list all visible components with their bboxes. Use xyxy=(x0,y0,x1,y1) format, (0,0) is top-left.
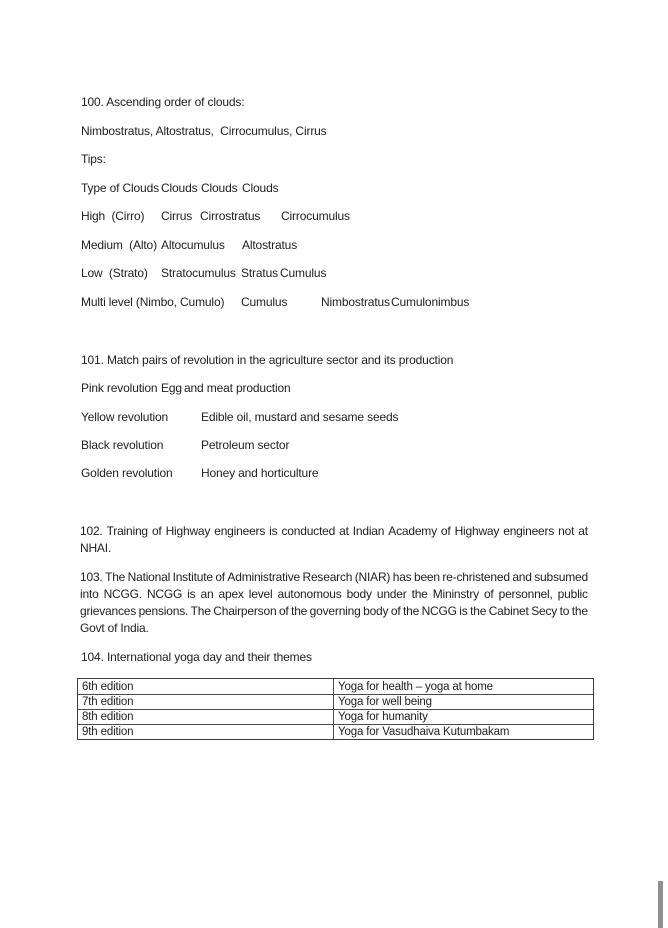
word: NCGG xyxy=(146,587,183,601)
text-segment: Cirrostratus xyxy=(200,209,261,223)
word: Cabinet xyxy=(488,604,529,618)
word: of xyxy=(151,524,162,538)
text-segment: Type of Clouds xyxy=(81,181,159,195)
word: Training xyxy=(106,524,148,538)
yoga-themes-table xyxy=(77,678,594,740)
text-segment: Cirrus xyxy=(161,209,193,223)
word: the xyxy=(470,604,487,618)
text-segment: Multi level (Nimbo, Cumulo) xyxy=(81,295,225,309)
table-cell: Yoga for health – yoga at home xyxy=(333,679,593,694)
text-segment: Clouds xyxy=(161,181,198,195)
word: of xyxy=(215,570,225,584)
word: the xyxy=(402,604,420,618)
text-segment: Nimbostratus xyxy=(321,295,390,309)
word: Highway xyxy=(454,524,500,538)
text-segment: 101. Match pairs of revolution in the agriculture sector and its production xyxy=(81,353,454,367)
paragraph-line xyxy=(80,586,588,603)
paragraph-line: NHAI. xyxy=(80,541,112,555)
text-segment: Petroleum sector xyxy=(201,438,290,452)
paragraph-line xyxy=(80,569,588,586)
word: has xyxy=(392,570,412,584)
table-cell: Yoga for Vasudhaiva Kutumbakam xyxy=(333,724,593,739)
text-segment: Stratocumulus xyxy=(161,266,236,280)
text-segment: Medium (Alto) xyxy=(81,238,157,252)
word: NCGG. xyxy=(103,587,142,601)
table-cell: 6th edition xyxy=(82,680,134,693)
text-segment: Nimbostratus, Altostratus, Cirrocumulus, Cirrus xyxy=(81,124,327,138)
table-cell: Yoga for well being xyxy=(333,694,593,709)
text-segment: Cumulonimbus xyxy=(391,295,470,309)
text-segment: High (Cirro) xyxy=(81,209,145,223)
text-segment: Black revolution xyxy=(81,438,164,452)
word: National xyxy=(127,570,171,584)
text-segment: Tips: xyxy=(81,152,106,166)
word: public xyxy=(557,587,588,601)
text-segment: Pink revolution xyxy=(81,381,158,395)
word: pensions. xyxy=(138,604,189,618)
word: is xyxy=(187,587,196,601)
word: grievances xyxy=(80,604,137,618)
text-segment: Egg xyxy=(161,381,182,395)
text-segment: 100. Ascending order of clouds: xyxy=(81,95,245,109)
word: is xyxy=(459,604,468,618)
text-segment: Edible oil, mustard and sesame seeds xyxy=(201,410,399,424)
word: engineers xyxy=(214,524,266,538)
text-segment: Honey and horticulture xyxy=(201,466,319,480)
text-segment: Cumulus xyxy=(241,295,288,309)
text-segment: Yellow revolution xyxy=(81,410,169,424)
word: of xyxy=(278,604,289,618)
word: Administrative xyxy=(227,570,300,584)
word: Chairperson xyxy=(213,604,277,618)
word: apex xyxy=(218,587,244,601)
word: of xyxy=(390,604,401,618)
word: body xyxy=(363,604,389,618)
text-segment: Altostratus xyxy=(242,238,298,252)
word: autonomous xyxy=(277,587,342,601)
word: level xyxy=(248,587,273,601)
word: 103. xyxy=(80,570,103,584)
text-segment: Cumulus xyxy=(280,266,327,280)
word: of xyxy=(440,524,451,538)
word: NCGG xyxy=(421,604,457,618)
word: The xyxy=(190,604,211,618)
vertical-scrollbar-thumb[interactable] xyxy=(658,881,663,928)
word: under xyxy=(376,587,407,601)
table-cell: Yoga for humanity xyxy=(333,709,593,724)
word: body xyxy=(346,587,372,601)
word: Highway xyxy=(165,524,211,538)
text-segment: Stratus xyxy=(241,266,278,280)
word: the xyxy=(291,604,308,618)
word: Secy xyxy=(531,604,558,618)
word: (NIAR) xyxy=(354,570,391,584)
text-segment: Low (Strato) xyxy=(81,266,148,280)
paragraph-line: Govt of India. xyxy=(80,621,149,635)
text-segment: 104. International yoga day and their themes xyxy=(81,650,312,664)
word: Research xyxy=(302,570,353,584)
word: re-christened xyxy=(442,570,510,584)
text-segment: Cirrocumulus xyxy=(281,209,350,223)
word: to xyxy=(559,604,570,618)
word: is xyxy=(269,524,278,538)
text-segment: Clouds xyxy=(242,181,279,195)
word: and xyxy=(512,570,532,584)
word: Mininstry xyxy=(432,587,479,601)
text-segment: and meat production xyxy=(184,381,291,395)
word: 102. xyxy=(80,524,103,538)
word: Institute xyxy=(172,570,213,584)
word: not xyxy=(558,524,575,538)
text-segment: Golden revolution xyxy=(81,466,173,480)
paragraph-line xyxy=(80,603,588,620)
word: the xyxy=(571,604,588,618)
word: of xyxy=(483,587,494,601)
word: engineers xyxy=(503,524,555,538)
text-segment: Altocumulus xyxy=(161,238,225,252)
word: an xyxy=(200,587,214,601)
word: personnel, xyxy=(498,587,553,601)
word: Academy xyxy=(388,524,437,538)
word: at xyxy=(578,524,588,538)
word: governing xyxy=(309,604,361,618)
word: Indian xyxy=(352,524,385,538)
word: The xyxy=(105,570,126,584)
table-cell: 7th edition xyxy=(78,694,333,709)
paragraph-line xyxy=(80,523,588,540)
text-segment: Clouds xyxy=(201,181,238,195)
table-cell: 9th edition xyxy=(78,724,333,739)
word: the xyxy=(411,587,428,601)
table-cell: 8th edition xyxy=(78,709,333,724)
word: at xyxy=(339,524,349,538)
word: been xyxy=(413,570,440,584)
word: subsumed xyxy=(534,570,588,584)
word: conducted xyxy=(281,524,336,538)
word: into xyxy=(80,587,99,601)
